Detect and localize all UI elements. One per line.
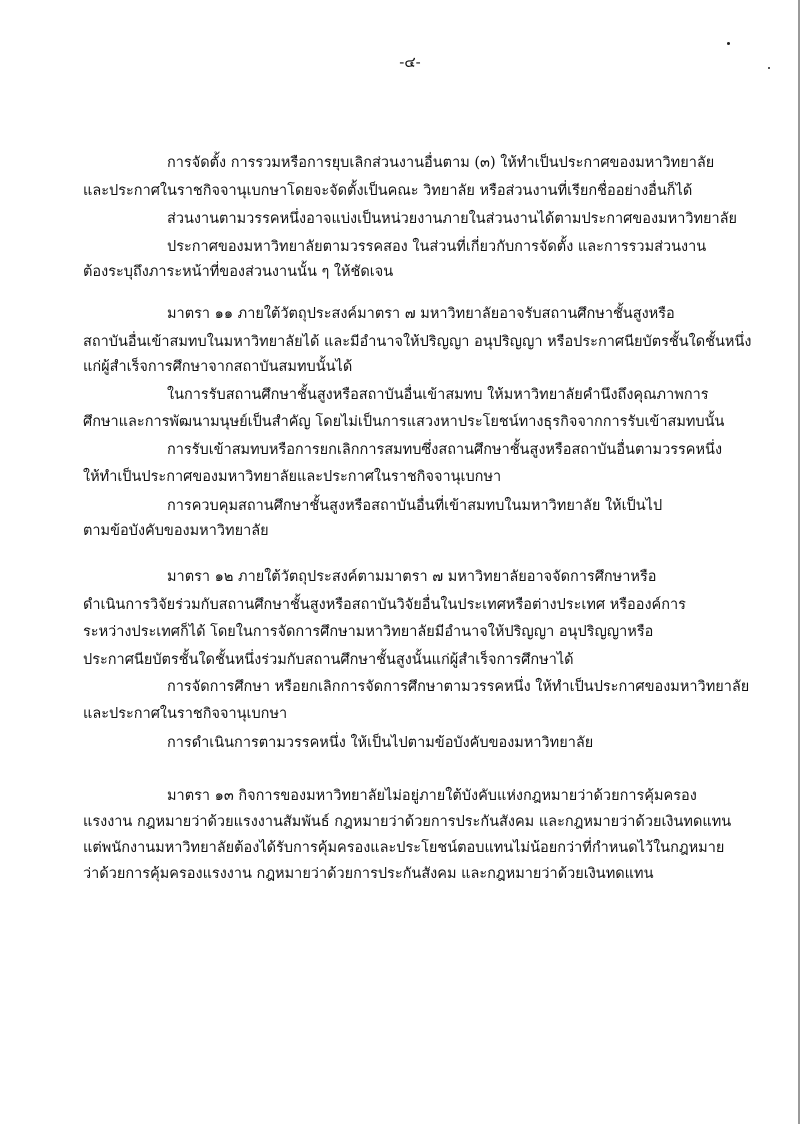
section-heading-line: มาตรา ๑๓ กิจการของมหาวิทยาลัยไม่อยู่ภายใต้บังคับแห่งกฎหมายว่าด้วยการคุ้มครอง	[167, 788, 697, 804]
paragraph-line: แก่ผู้สำเร็จการศึกษาจากสถาบันสมทบนั้นได้	[83, 359, 353, 375]
page-number: -๔-	[399, 53, 421, 71]
section-heading-line: มาตรา ๑๒ ภายใต้วัตถุประสงค์ตามมาตรา ๗ มหาวิทยาลัยอาจจัดการศึกษาหรือ	[167, 569, 657, 585]
paragraph-line: ให้ทำเป็นประกาศของมหาวิทยาลัยและประกาศในราชกิจจานุเบกษา	[83, 469, 502, 485]
paragraph-line: ต้องระบุถึงภาระหน้าที่ของส่วนงานนั้น ๆ ให้ชัดเจน	[83, 264, 394, 280]
section-heading-line: มาตรา ๑๑ ภายใต้วัตถุประสงค์มาตรา ๗ มหาวิทยาลัยอาจรับสถานศึกษาชั้นสูงหรือ	[167, 306, 675, 322]
paragraph-line: ในการรับสถานศึกษาชั้นสูงหรือสถาบันอื่นเข้าสมทบ ให้มหาวิทยาลัยคำนึงถึงคุณภาพการ	[167, 387, 709, 403]
paragraph-line: ว่าด้วยการคุ้มครองแรงงาน กฎหมายว่าด้วยการประกันสังคม และกฎหมายว่าด้วยเงินทดแทน	[83, 866, 654, 882]
paragraph-line: การจัดตั้ง การรวมหรือการยุบเลิกส่วนงานอื่นตาม (๓) ให้ทำเป็นประกาศของมหาวิทยาลัย	[167, 155, 715, 171]
paragraph-line: ประกาศของมหาวิทยาลัยตามวรรคสอง ในส่วนที่เกี่ยวกับการจัดตั้ง และการรวมส่วนงาน	[167, 239, 707, 255]
paragraph-line: แต่พนักงานมหาวิทยาลัยต้องได้รับการคุ้มครองและประโยชน์ตอบแทนไม่น้อยกว่าที่กำหนดไว้ในกฎหมาย	[83, 840, 725, 856]
paragraph-line: และประกาศในราชกิจจานุเบกษา	[83, 706, 288, 722]
paragraph-line: การรับเข้าสมทบหรือการยกเลิกการสมทบซึ่งสถานศึกษาชั้นสูงหรือสถาบันอื่นตามวรรคหนึ่ง	[167, 442, 723, 458]
paragraph-line: การควบคุมสถานศึกษาชั้นสูงหรือสถาบันอื่นที่เข้าสมทบในมหาวิทยาลัย ให้เป็นไป	[167, 498, 663, 514]
paragraph-line: การจัดการศึกษา หรือยกเลิกการจัดการศึกษาตามวรรคหนึ่ง ให้ทำเป็นประกาศของมหาวิทยาลัย	[167, 679, 750, 695]
scan-speck	[727, 42, 730, 45]
paragraph-line: การดำเนินการตามวรรคหนึ่ง ให้เป็นไปตามข้อบังคับของมหาวิทยาลัย	[167, 735, 594, 751]
paragraph-line: ดำเนินการวิจัยร่วมกับสถานศึกษาชั้นสูงหรือสถาบันวิจัยอื่นในประเทศหรือต่างประเทศ หรือองค์การ	[83, 597, 686, 613]
paragraph-line: ส่วนงานตามวรรคหนึ่งอาจแบ่งเป็นหน่วยงานภายในส่วนงานได้ตามประกาศของมหาวิทยาลัย	[167, 211, 738, 227]
paragraph-line: ตามข้อบังคับของมหาวิทยาลัย	[83, 523, 269, 539]
paragraph-line: แรงงาน กฎหมายว่าด้วยแรงงานสัมพันธ์ กฎหมายว่าด้วยการประกันสังคม และกฎหมายว่าด้วยเงินทดแทน	[83, 814, 732, 830]
paragraph-line: ศึกษาและการพัฒนามนุษย์เป็นสำคัญ โดยไม่เป็นการแสวงหาประโยชน์ทางธุรกิจจากการรับเข้าสมทบนั้น	[83, 414, 725, 430]
paragraph-line: ระหว่างประเทศก็ได้ โดยในการจัดการศึกษามหาวิทยาลัยมีอำนาจให้ปริญญา อนุปริญญาหรือ	[83, 624, 654, 640]
paragraph-line: สถาบันอื่นเข้าสมทบในมหาวิทยาลัยได้ และมีอำนาจให้ปริญญา อนุปริญญา หรือประกาศนียบัตรชั้นใดชั้นหนึ่ง	[83, 334, 752, 350]
paragraph-line: ประกาศนียบัตรชั้นใดชั้นหนึ่งร่วมกับสถานศึกษาชั้นสูงนั้นแก่ผู้สำเร็จการศึกษาได้	[83, 652, 574, 668]
paragraph-line: และประกาศในราชกิจจานุเบกษาโดยจะจัดตั้งเป็นคณะ วิทยาลัย หรือส่วนงานที่เรียกชื่ออย่างอื่นก็ได้	[83, 183, 693, 199]
